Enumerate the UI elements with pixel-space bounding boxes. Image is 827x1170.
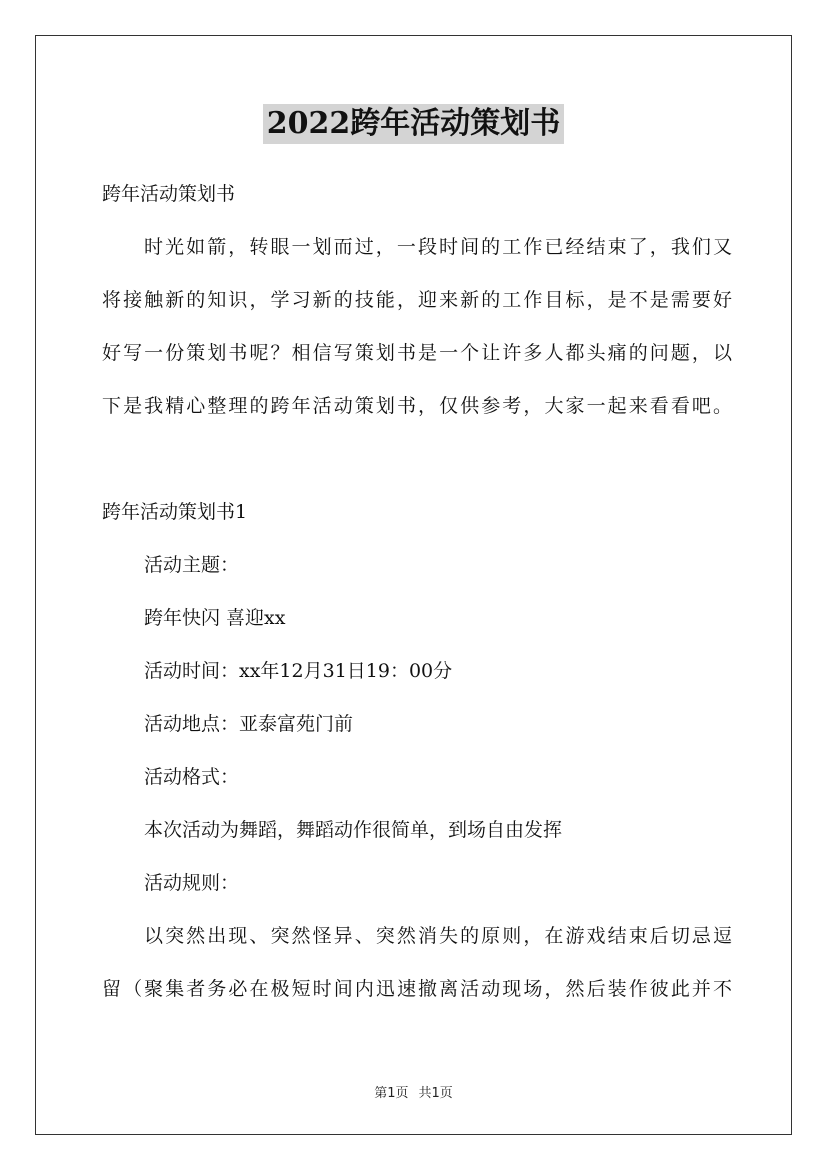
format-value: 本次活动为舞蹈，舞蹈动作很简单，到场自由发挥 [144, 819, 563, 841]
paragraph-gap [102, 433, 732, 486]
rules-line-2: 留（聚集者务必在极短时间内迅速撤离活动现场，然后装作彼此并不 [102, 978, 732, 1000]
page-number-total: 共1页 [418, 1086, 453, 1101]
theme-value: 跨年快闪 喜迎xx [144, 607, 286, 629]
document-title-wrap [0, 103, 827, 144]
intro-line-2: 将接触新的知识，学习新的技能，迎来新的工作目标，是不是需要好 [102, 289, 732, 311]
document-subtitle: 跨年活动策划书 [102, 183, 236, 205]
event-time: 活动时间：xx年12月31日19：00分 [144, 660, 453, 682]
theme-label: 活动主题： [144, 554, 240, 576]
document-body [102, 168, 732, 1016]
rules-label: 活动规则： [144, 872, 240, 894]
format-label: 活动格式： [144, 766, 240, 788]
document-title: 2022跨年活动策划书 [263, 104, 565, 144]
intro-line-1: 时光如箭，转眼一划而过，一段时间的工作已经结束了，我们又 [144, 236, 732, 258]
page-footer [0, 1082, 827, 1101]
intro-line-4: 下是我精心整理的跨年活动策划书，仅供参考，大家一起来看看吧。 [102, 395, 732, 417]
section-heading: 跨年活动策划书1 [102, 501, 248, 523]
page-number-current: 第1页 [374, 1086, 409, 1101]
rules-line-1: 以突然出现、突然怪异、突然消失的原则，在游戏结束后切忌逗 [144, 925, 732, 947]
event-location: 活动地点：亚泰富苑门前 [144, 713, 354, 735]
intro-line-3: 好写一份策划书呢？相信写策划书是一个让许多人都头痛的问题，以 [102, 342, 732, 364]
